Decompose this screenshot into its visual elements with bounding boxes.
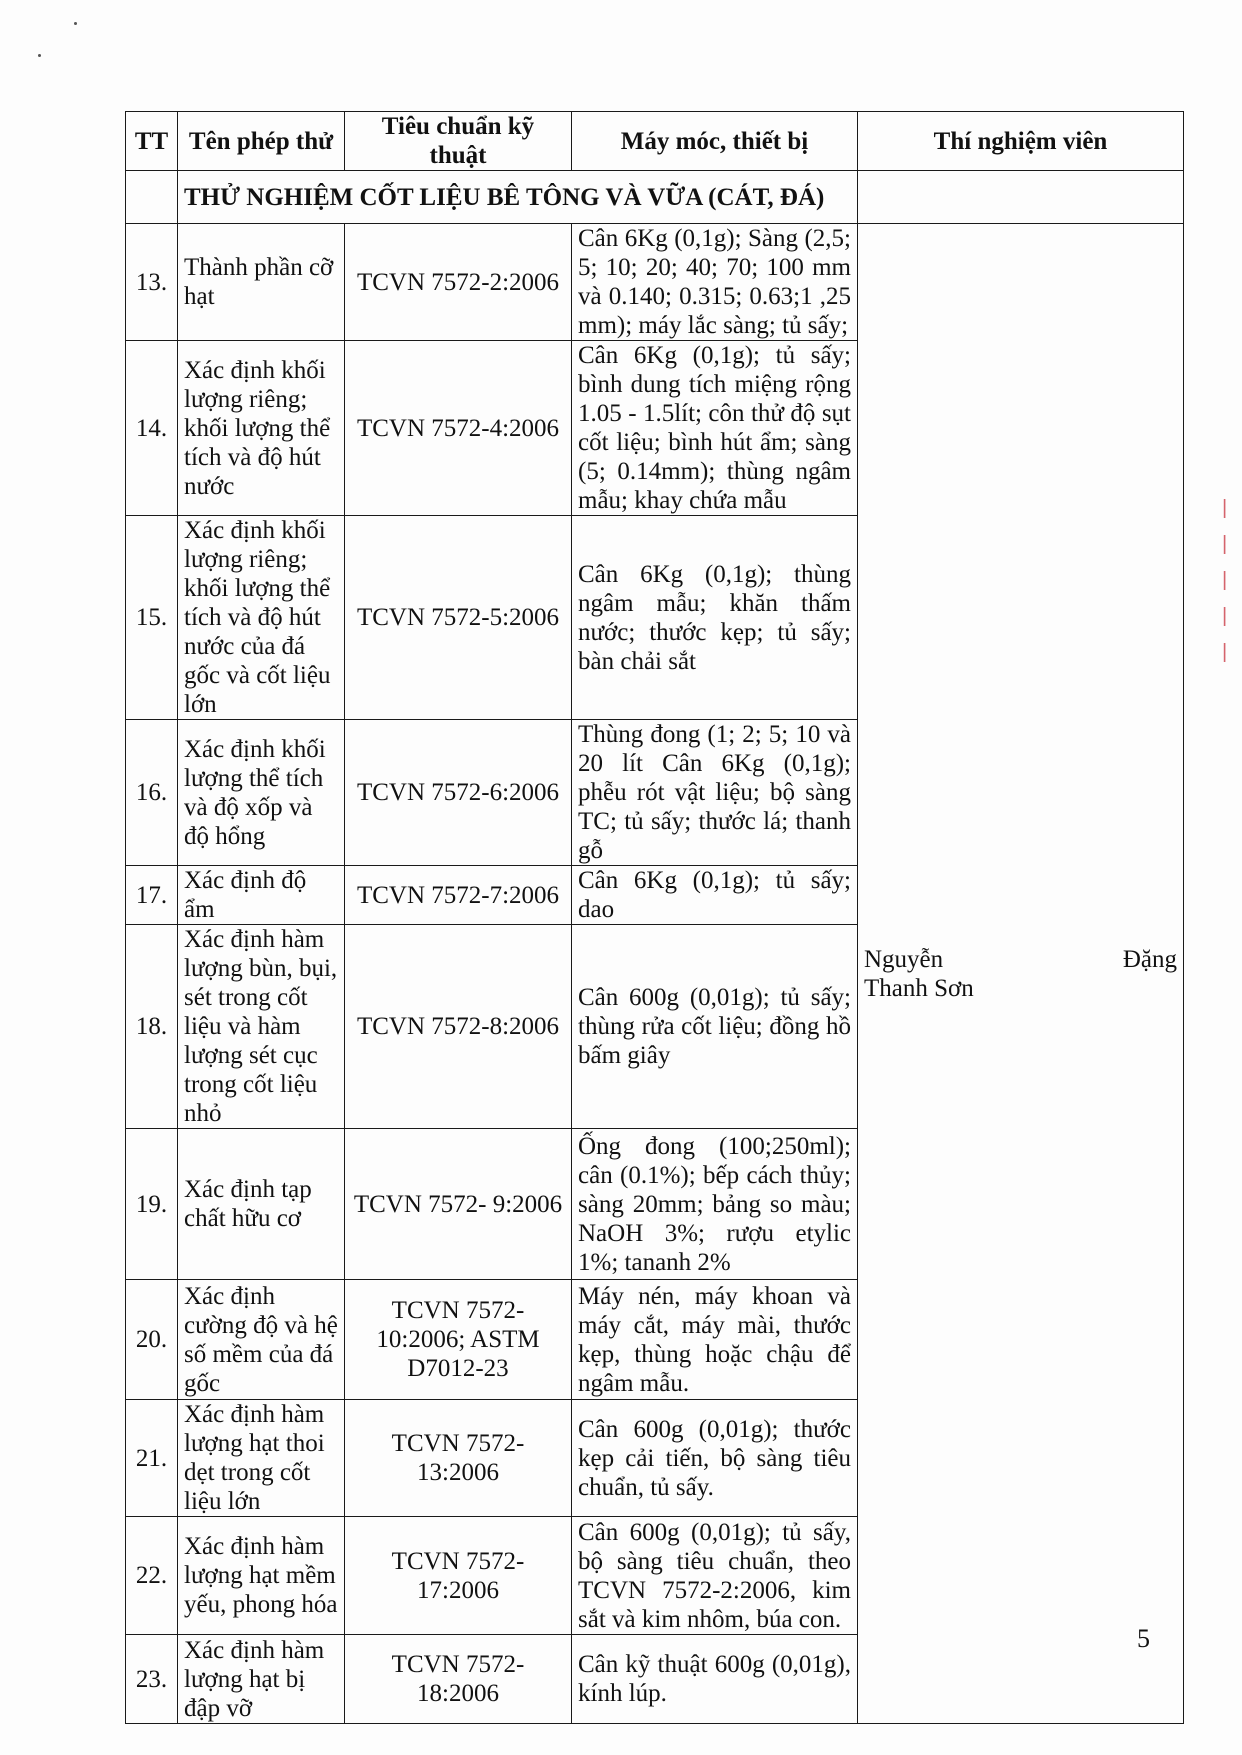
section-title: THỬ NGHIỆM CỐT LIỆU BÊ TÔNG VÀ VỮA (CÁT, ĐÁ)	[178, 171, 858, 224]
header-staff: Thí nghiệm viên	[858, 112, 1184, 171]
row-tt: 21.	[126, 1400, 178, 1517]
row-equipment: Cân 6Kg (0,1g); tủ sấy; dao	[572, 866, 858, 925]
row-test-name: Xác định tạp chất hữu cơ	[178, 1129, 345, 1280]
row-tt: 15.	[126, 516, 178, 720]
scan-speck	[74, 22, 77, 25]
row-equipment: Cân 600g (0,01g); tủ sấy, bộ sàng tiêu chuẩn, theo TCVN 7572-2:2006, kim sắt và kim nhôm, búa con.	[572, 1517, 858, 1635]
row-tt: 23.	[126, 1635, 178, 1724]
row-standard: TCVN 7572-10:2006; ASTM D7012-23	[345, 1280, 572, 1400]
page-number: 5	[1137, 1624, 1150, 1653]
row-tt: 16.	[126, 720, 178, 866]
row-equipment: Cân 6Kg (0,1g); Sàng (2,5; 5; 10; 20; 40; 70; 100 mm và 0.140; 0.315; 0.63;1 ,25 mm); máy lắc sàng; tủ sấy;	[572, 224, 858, 341]
section-staff-cell	[858, 171, 1184, 224]
row-test-name: Xác định độ ẩm	[178, 866, 345, 925]
row-standard: TCVN 7572-13:2006	[345, 1400, 572, 1517]
staff-cell	[858, 224, 1184, 1724]
row-standard: TCVN 7572-7:2006	[345, 866, 572, 925]
row-tt: 20.	[126, 1280, 178, 1400]
row-tt: 13.	[126, 224, 178, 341]
row-test-name: Xác định hàm lượng hạt mềm yếu, phong hóa	[178, 1517, 345, 1635]
row-equipment: Cân kỹ thuật 600g (0,01g), kính lúp.	[572, 1635, 858, 1724]
row-standard: TCVN 7572-17:2006	[345, 1517, 572, 1635]
row-equipment: Cân 6Kg (0,1g); tủ sấy; bình dung tích miệng rộng 1.05 - 1.5lít; côn thử độ sụt cốt liệu; bình hút ẩm; sàng (5; 0.14mm); thùng ngâm mẫu; khay chứa mẫu	[572, 341, 858, 516]
row-tt: 19.	[126, 1129, 178, 1280]
row-tt: 17.	[126, 866, 178, 925]
row-equipment: Máy nén, máy khoan và máy cắt, máy mài, thước kẹp, thùng hoặc chậu để ngâm mẫu.	[572, 1280, 858, 1400]
row-test-name: Thành phần cỡ hạt	[178, 224, 345, 341]
row-test-name: Xác định khối lượng thể tích và độ xốp và độ hổng	[178, 720, 345, 866]
row-equipment: Cân 6Kg (0,1g); thùng ngâm mẫu; khăn thấm nước; thước kẹp; tủ sấy; bàn chải sắt	[572, 516, 858, 720]
row-standard: TCVN 7572-8:2006	[345, 925, 572, 1129]
staff-last-name: Thanh Sơn	[864, 974, 974, 1002]
row-standard: TCVN 7572-2:2006	[345, 224, 572, 341]
row-standard: TCVN 7572-6:2006	[345, 720, 572, 866]
header-standard: Tiêu chuẩn kỹ thuật	[345, 112, 572, 171]
row-test-name: Xác định khối lượng riêng; khối lượng thể tích và độ hút nước	[178, 341, 345, 516]
row-test-name: Xác định hàm lượng hạt bị đập vỡ	[178, 1635, 345, 1724]
table-header-row	[126, 112, 1184, 171]
test-methods-table	[125, 111, 1184, 1724]
row-equipment: Ống đong (100;250ml); cân (0.1%); bếp cách thủy; sàng 20mm; bảng so màu; NaOH 3%; rượu etylic 1%; tananh 2%	[572, 1129, 858, 1280]
section-tt-cell	[126, 171, 178, 224]
row-equipment: Cân 600g (0,01g); thước kẹp cải tiến, bộ sàng tiêu chuẩn, tủ sấy.	[572, 1400, 858, 1517]
row-test-name: Xác định hàm lượng hạt thoi dẹt trong cốt liệu lớn	[178, 1400, 345, 1517]
row-standard: TCVN 7572-4:2006	[345, 341, 572, 516]
margin-stamp-fragment: | | | | |	[1222, 497, 1228, 663]
row-tt: 14.	[126, 341, 178, 516]
row-test-name: Xác định khối lượng riêng; khối lượng thể tích và độ hút nước của đá gốc và cốt liệu lớn	[178, 516, 345, 720]
table-row	[126, 224, 1184, 341]
row-test-name: Xác định hàm lượng bùn, bụi, sét trong cốt liệu và hàm lượng sét cục trong cốt liệu nhỏ	[178, 925, 345, 1129]
header-equipment: Máy móc, thiết bị	[572, 112, 858, 171]
section-row	[126, 171, 1184, 224]
staff-first-name: Nguyễn	[864, 945, 944, 973]
scan-speck	[38, 54, 41, 57]
row-tt: 18.	[126, 925, 178, 1129]
header-test-name: Tên phép thử	[178, 112, 345, 171]
header-tt: TT	[126, 112, 178, 171]
row-equipment: Cân 600g (0,01g); tủ sấy; thùng rửa cốt liệu; đồng hồ bấm giây	[572, 925, 858, 1129]
row-standard: TCVN 7572- 9:2006	[345, 1129, 572, 1280]
row-tt: 22.	[126, 1517, 178, 1635]
row-test-name: Xác định cường độ và hệ số mềm của đá gốc	[178, 1280, 345, 1400]
row-equipment: Thùng đong (1; 2; 5; 10 và 20 lít Cân 6Kg (0,1g); phễu rót vật liệu; bộ sàng TC; tủ sấy; thước lá; thanh gỗ	[572, 720, 858, 866]
staff-name-line	[864, 945, 1177, 974]
row-standard: TCVN 7572-5:2006	[345, 516, 572, 720]
staff-middle-name: Đặng	[1122, 945, 1177, 973]
row-standard: TCVN 7572-18:2006	[345, 1635, 572, 1724]
